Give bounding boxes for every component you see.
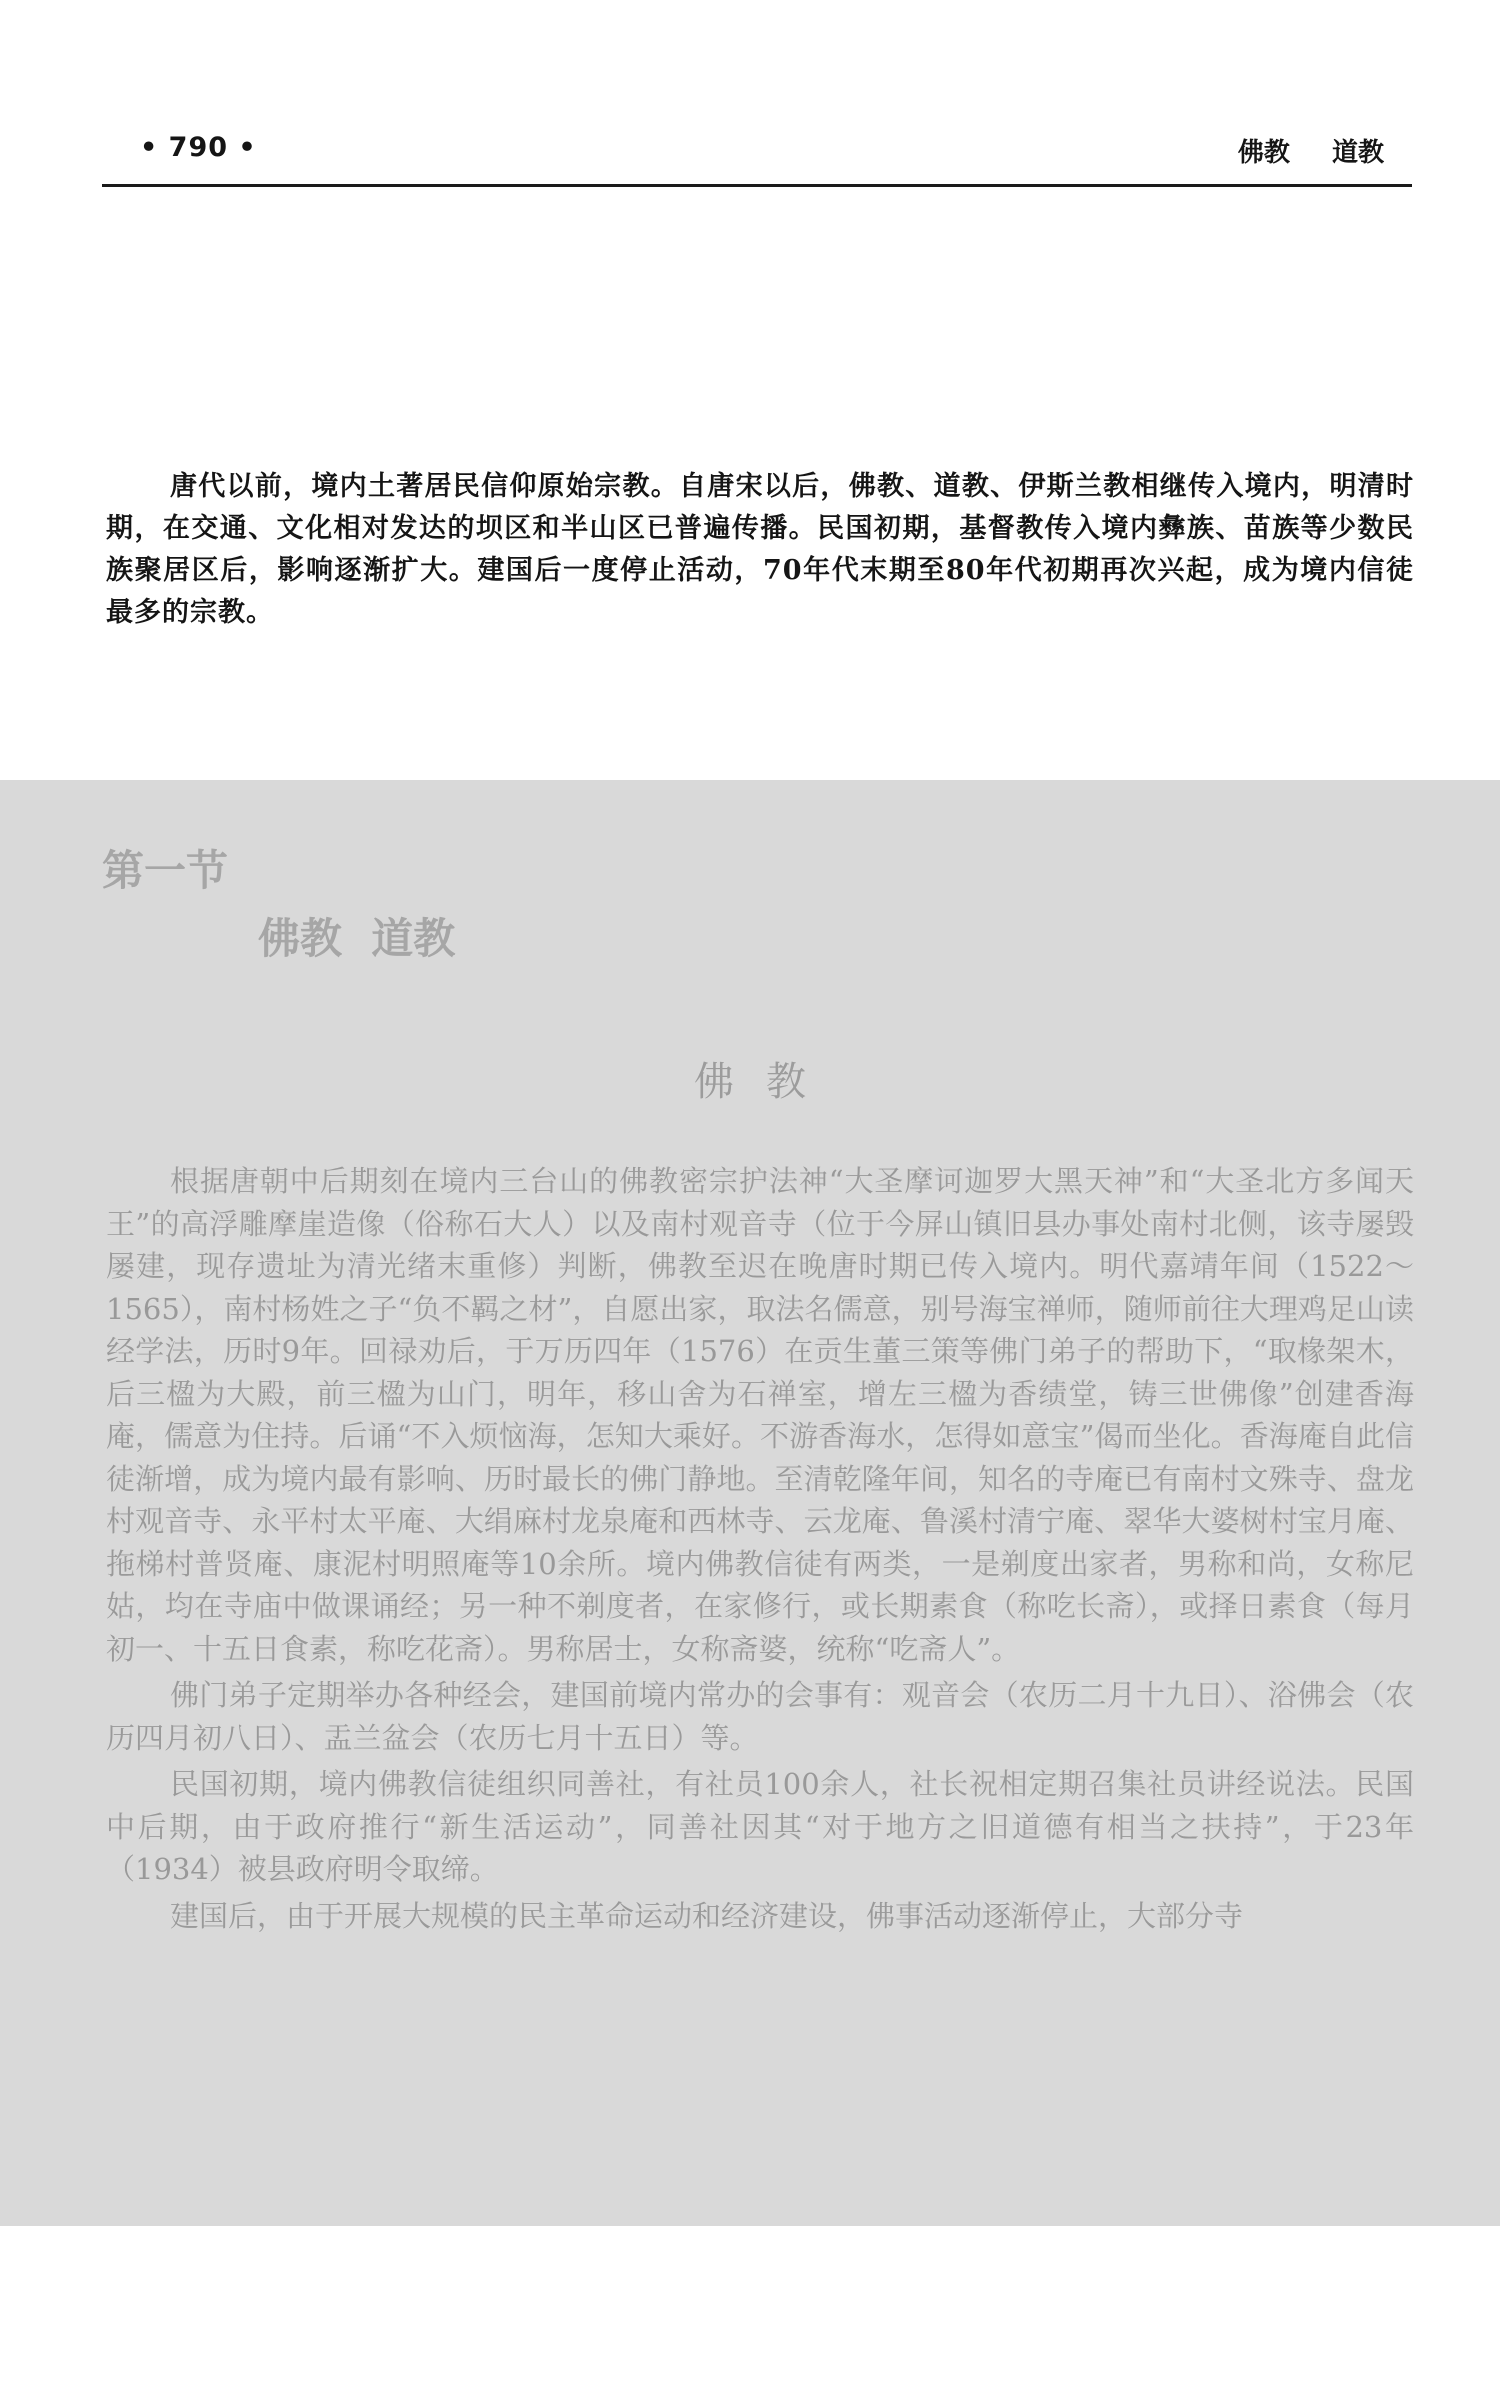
page-header [102, 128, 1412, 187]
running-head: 佛教 道教 [1237, 138, 1384, 168]
intro-paragraph: 唐代以前，境内土著居民信仰原始宗教。自唐宋以后，佛教、道教、伊斯兰教相继传入境内，明清时期，在交通、文化相对发达的坝区和半山区已普遍传播。民国初期，基督教传入境内彝族、苗族等少数民族聚居区后，影响逐渐扩大。建国后一度停止活动，70年代末期至80年代初期再次兴起，成为境内信徒最多的宗教。 [106, 471, 1414, 628]
section-title: 佛教 道教 [258, 914, 456, 963]
body-paragraph: 佛门弟子定期举办各种经会，建国前境内常办的会事有：观音会（农历二月十九日）、浴佛会（农历四月初八日）、盂兰盆会（农历七月十五日）等。 [106, 1678, 1414, 1755]
body-paragraph: 民国初期，境内佛教信徒组织同善社，有社员100余人，社长祝相定期召集社员讲经说法。民国中后期，由于政府推行“新生活运动”，同善社因其“对于地方之旧道德有相当之扶持”，于23年（1934）被县政府明令取缔。 [106, 1767, 1414, 1886]
page-number: • 790 • [140, 132, 257, 163]
body-paragraph: 建国后，由于开展大规模的民主革命运动和经济建设，佛事活动逐渐停止，大部分寺 [170, 1898, 1244, 1933]
body-paragraph: 根据唐朝中后期刻在境内三台山的佛教密宗护法神“大圣摩诃迦罗大黑天神”和“大圣北方多闻天王”的高浮雕摩崖造像（俗称石大人）以及南村观音寺（位于今屏山镇旧县办事处南村北侧，该寺屡毁屡建，现存遗址为清光绪末重修）判断，佛教至迟在晚唐时期已传入境内。明代嘉靖年间（1522～1565），南村杨姓之子“负不羁之材”，自愿出家，取法名儒意，别号海宝禅师，随师前往大理鸡足山读经学法，历时9年。回禄劝后，于万历四年（1576）在贡生董三策等佛门弟子的帮助下，“取椽架木，后三楹为大殿，前三楹为山门，明年，移山舍为石禅室，增左三楹为香绩堂，铸三世佛像”创建香海庵，儒意为住持。后诵“不入烦恼海，怎知大乘好。不游香海水，怎得如意宝”偈而坐化。香海庵自此信徒渐增，成为境内最有影响、历时最长的佛门静地。至清乾隆年间，知名的寺庵已有南村文殊寺、盘龙村观音寺、永平村太平庵、大绢麻村龙泉庵和西林寺、云龙庵、鲁溪村清宁庵、翠华大婆树村宝月庵、拖梯村普贤庵、康泥村明照庵等10余所。境内佛教信徒有两类，一是剃度出家者，男称和尚，女称尼姑，均在寺庙中做课诵经；另一种不剃度者，在家修行，或长期素食（称吃长斋），或择日素食（每月初一、十五日食素，称吃花斋）。男称居士，女称斋婆，统称“吃斋人”。 [106, 1164, 1414, 1666]
section-number: 第一节 [102, 846, 229, 895]
subsection-title: 佛教 [694, 1059, 838, 1105]
section-body [106, 1160, 1414, 1941]
